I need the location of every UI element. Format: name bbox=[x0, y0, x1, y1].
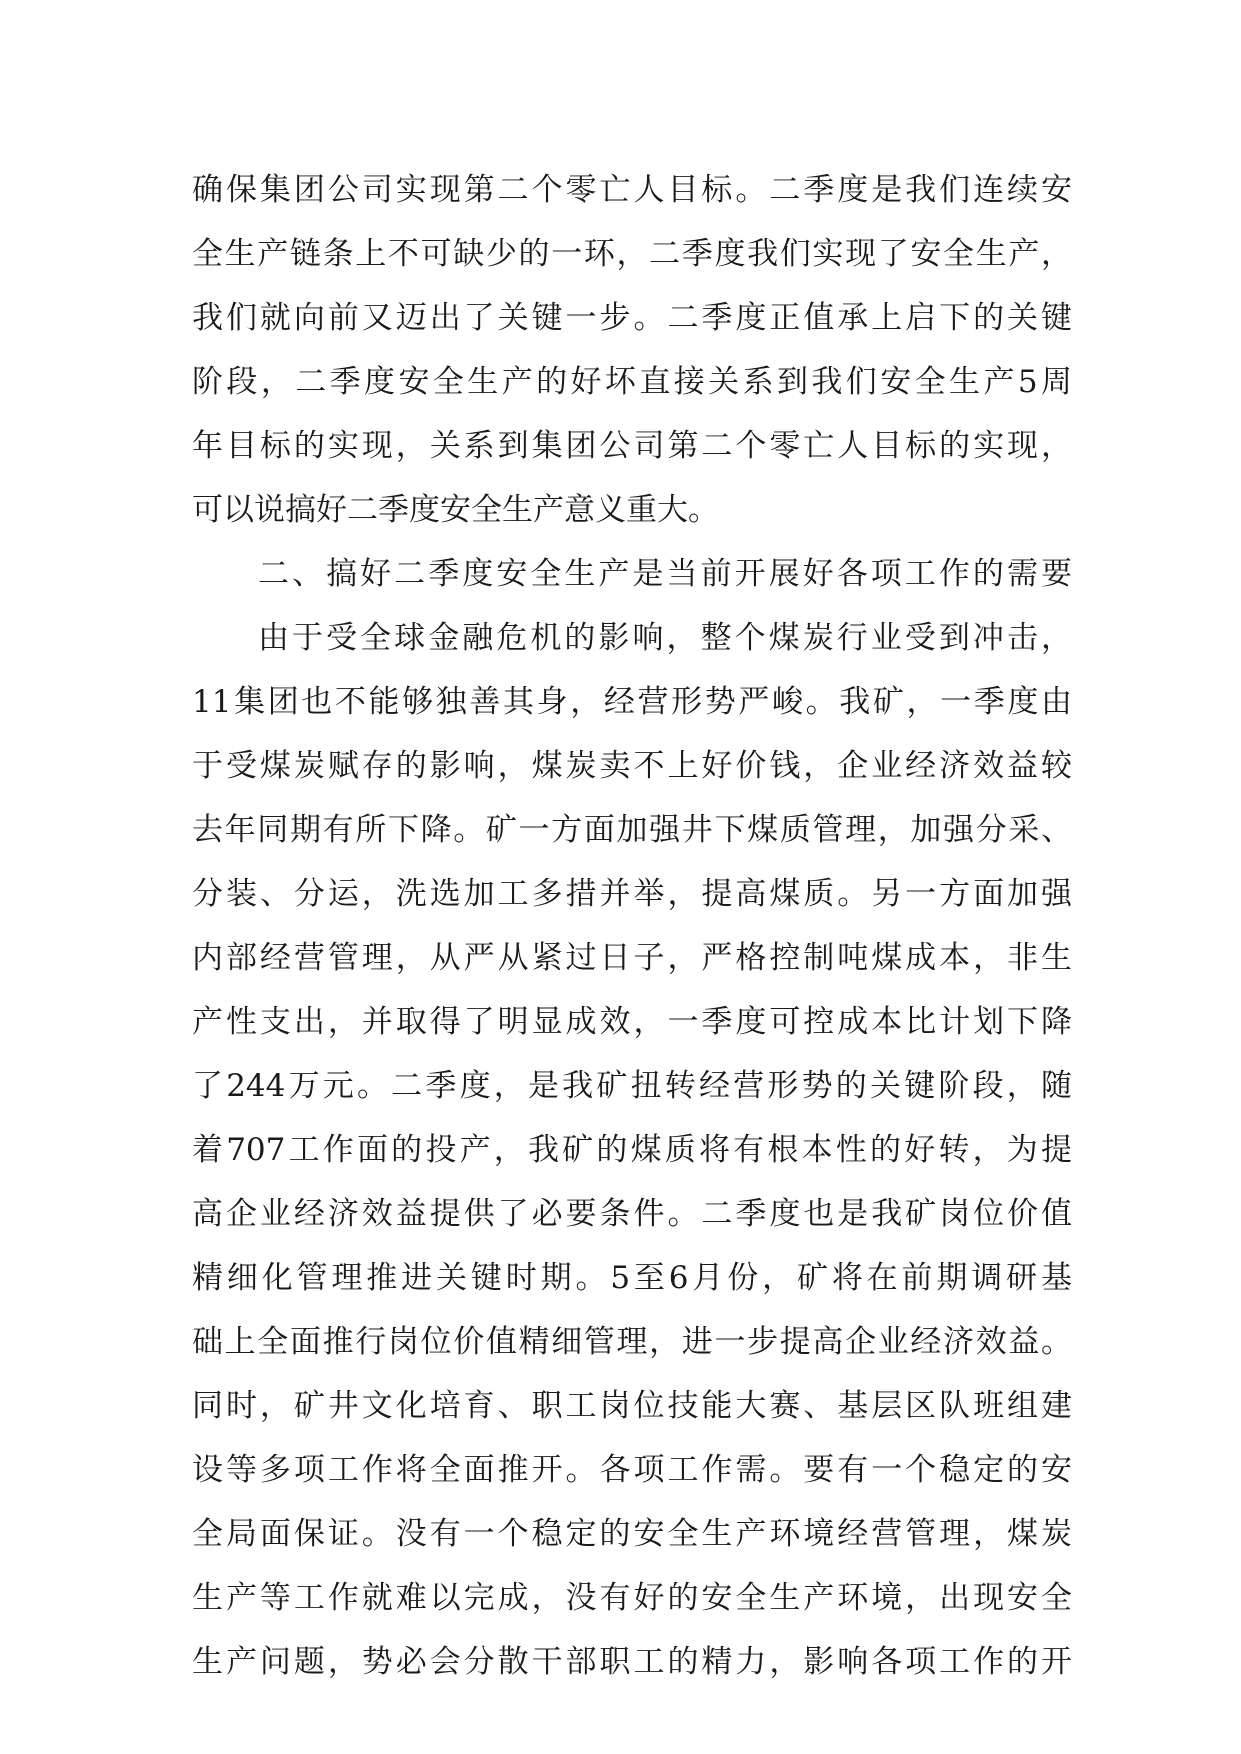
body-text-line: 生产问题，势必会分散干部职工的精力，影响各项工作的开 bbox=[192, 1644, 1072, 1680]
body-text-line: 内部经营管理，从严从紧过日子，严格控制吨煤成本，非生 bbox=[192, 940, 1072, 976]
body-text-line: 由于受全球金融危机的影响，整个煤炭行业受到冲击， bbox=[258, 620, 1072, 656]
body-text-line: 精细化管理推进关键时期。5至6月份，矿将在前期调研基 bbox=[192, 1260, 1072, 1296]
body-text-line: 年目标的实现，关系到集团公司第二个零亡人目标的实现， bbox=[192, 428, 1072, 464]
body-text-line: 着707工作面的投产，我矿的煤质将有根本性的好转，为提 bbox=[192, 1132, 1072, 1168]
section-heading: 二、搞好二季度安全生产是当前开展好各项工作的需要 bbox=[258, 556, 1072, 592]
body-text-line: 确保集团公司实现第二个零亡人目标。二季度是我们连续安 bbox=[192, 172, 1072, 208]
body-text-line: 同时，矿井文化培育、职工岗位技能大赛、基层区队班组建 bbox=[192, 1388, 1072, 1424]
body-text-line: 生产等工作就难以完成，没有好的安全生产环境，出现安全 bbox=[192, 1580, 1072, 1616]
body-text-line: 可以说搞好二季度安全生产意义重大。 bbox=[192, 492, 719, 528]
body-text-line: 于受煤炭赋存的影响，煤炭卖不上好价钱，企业经济效益较 bbox=[192, 748, 1072, 784]
body-text-line: 全生产链条上不可缺少的一环，二季度我们实现了安全生产， bbox=[192, 236, 1072, 272]
body-text-line: 阶段，二季度安全生产的好坏直接关系到我们安全生产5周 bbox=[192, 364, 1072, 400]
body-text-line: 11集团也不能够独善其身，经营形势严峻。我矿，一季度由 bbox=[192, 684, 1072, 720]
body-text-line: 分装、分运，洗选加工多措并举，提高煤质。另一方面加强 bbox=[192, 876, 1072, 912]
body-text-line: 全局面保证。没有一个稳定的安全生产环境经营管理，煤炭 bbox=[192, 1516, 1072, 1552]
body-text-line: 我们就向前又迈出了关键一步。二季度正值承上启下的关键 bbox=[192, 300, 1072, 336]
body-text-line: 础上全面推行岗位价值精细管理，进一步提高企业经济效益。 bbox=[192, 1324, 1072, 1360]
body-text-line: 设等多项工作将全面推开。各项工作需。要有一个稳定的安 bbox=[192, 1452, 1072, 1488]
body-text-line: 高企业经济效益提供了必要条件。二季度也是我矿岗位价值 bbox=[192, 1196, 1072, 1232]
body-text-line: 产性支出，并取得了明显成效，一季度可控成本比计划下降 bbox=[192, 1004, 1072, 1040]
body-text-line: 去年同期有所下降。矿一方面加强井下煤质管理，加强分采、 bbox=[192, 812, 1072, 848]
body-text-line: 了244万元。二季度，是我矿扭转经营形势的关键阶段，随 bbox=[192, 1068, 1072, 1104]
